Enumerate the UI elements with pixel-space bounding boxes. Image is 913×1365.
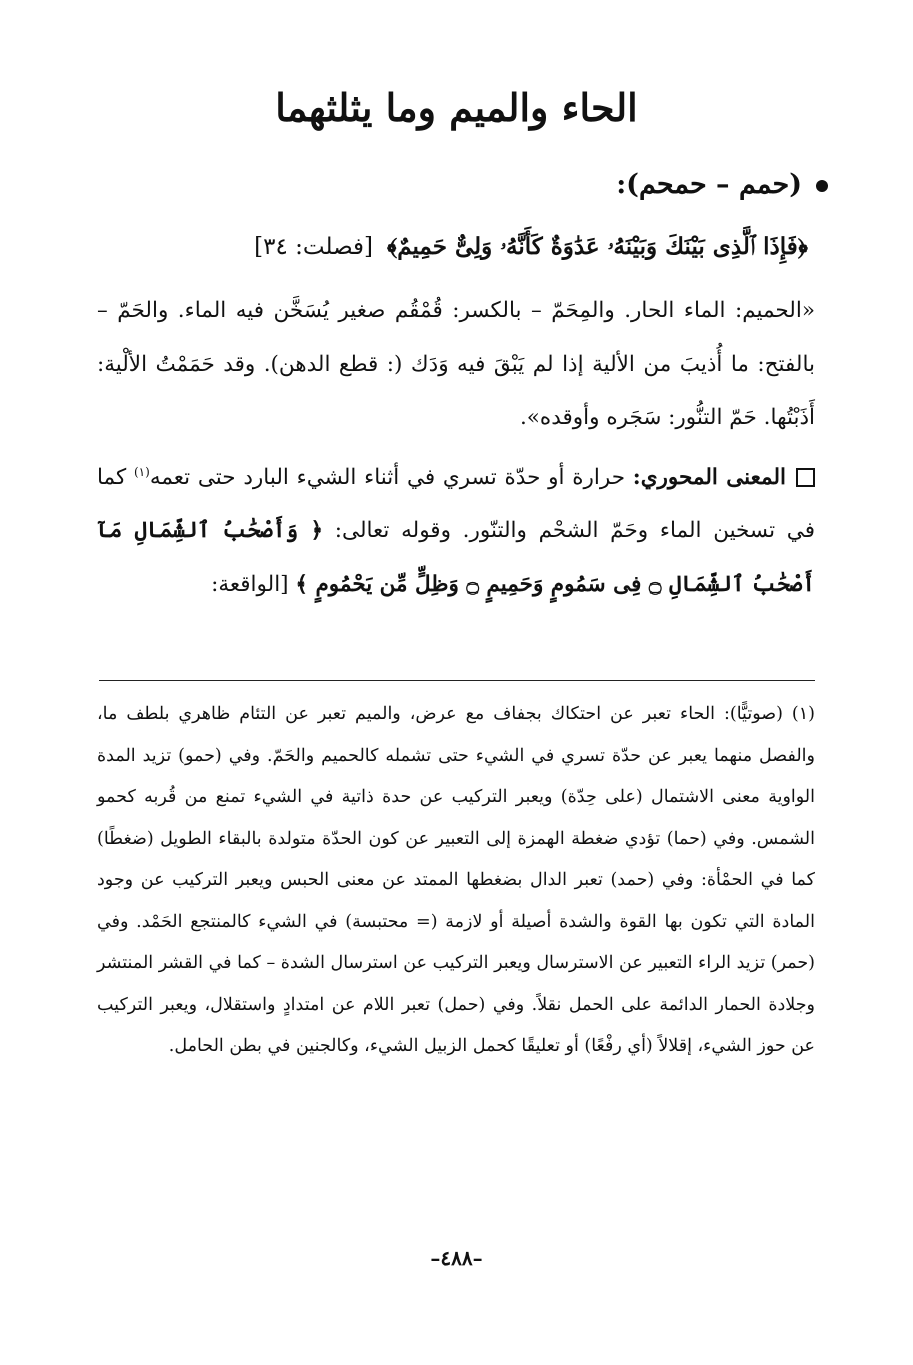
footnote-divider — [99, 680, 815, 681]
entry-root: (حمم – حمحم): — [616, 169, 802, 200]
page-number: –٤٨٨– — [430, 1246, 483, 1270]
quran-verse — [108, 222, 808, 272]
page-title: الحاء والميم وما يثلثهما — [275, 85, 638, 130]
core-meaning-verse-reference: [الواقعة: — [211, 571, 289, 597]
bullet-icon — [816, 180, 828, 192]
footnote — [97, 694, 815, 1068]
core-meaning-continuation: كما في تسخين الماء وحَمّ الشحْم والتنّور. وقوله تعالى: — [97, 464, 816, 543]
main-text — [97, 284, 815, 611]
entry-heading — [328, 160, 828, 210]
core-meaning-label: المعنى المحوري: — [632, 464, 786, 490]
footnote-marker: (١) — [791, 704, 815, 724]
core-meaning-verse: ﴿ وَأَصْحَٰبُ ٱلشِّمَالِ مَآ أَصْحَٰبُ ٱلشِّمَالِ ۝ فِى سَمُومٍ وَحَمِيمٍ ۝ وَظِلٍّ مِّن يَحْمُومٍ ﴾ — [97, 518, 815, 597]
core-meaning-text: حرارة أو حدّة تسري في أثناء الشيء البارد حتى تعمه — [149, 464, 625, 490]
core-meaning-paragraph — [97, 451, 815, 612]
footnote-reference[interactable]: (١) — [133, 464, 150, 479]
square-marker-icon — [796, 468, 815, 487]
verse-reference: [فصلت: ٣٤] — [254, 234, 373, 260]
verse-text: ﴿فَإِذَا ٱلَّذِى بَيْنَكَ وَبَيْنَهُۥ عَدَٰوَةٌ كَأَنَّهُۥ وَلِىٌّ حَمِيمٌ﴾ — [387, 233, 808, 260]
definition-paragraph: «الحميم: الماء الحار. والمِحَمّ – بالكسر: قُمْقُم صغير يُسَخَّن فيه الماء. والحَمّ – بالفتح: ما أُذيبَ من الألية إذا لم يَبْقَ فيه وَدَك (: قطع الدهن). وقد حَمَمْتُ الألْية: أَذَبْتُها. حَمّ التنُّور: سَجَره وأوقده». — [97, 298, 815, 430]
footnote-text: (صوتيًّا): الحاء تعبر عن احتكاك بجفاف مع عرض، والميم تعبر عن التئام ظاهري بلطف ما، والفصل منهما يعبر عن حدّة تسري في الشيء حتى تشمله كالحميم والحَمّ. وفي (حمو) تزيد المدة الواوية معنى الاشتمال (على حِدّة) ويعبر التركيب عن حدة ذاتية في الشيء تمنع من قُربه كحمو الشمس. وفي (حما) تؤدي ضغطة الهمزة إلى التعبير عن كون الحدّة متولدة بالبقاء الطويل (ضغطًا) كما في الحمْأة: وفي (حمد) تعبر الدال بضغطها الممتد عن معنى الحبس ويعبر التركيب عن وجود المادة التي تكون بها القوة والشدة أصيلة أو لازمة (= محتبسة) في الشيء كالمنتجع الحَمْد. وفي (حمر) تزيد الراء التعبير عن الاسترسال ويعبر التركيب عن استرسال الشدة – كما في القشر المنتشر وجلادة الحمار الدائمة على الحمل نقلاً. وفي (حمل) تعبر اللام عن امتدادٍ واستقلال، ويعبر التركيب عن حوز الشيء، إقلالاً (أي رفْعًا) أو تعليقًا كحمل الزبيل الشيء، وكالجنين في بطن الحامل. — [97, 704, 815, 1056]
